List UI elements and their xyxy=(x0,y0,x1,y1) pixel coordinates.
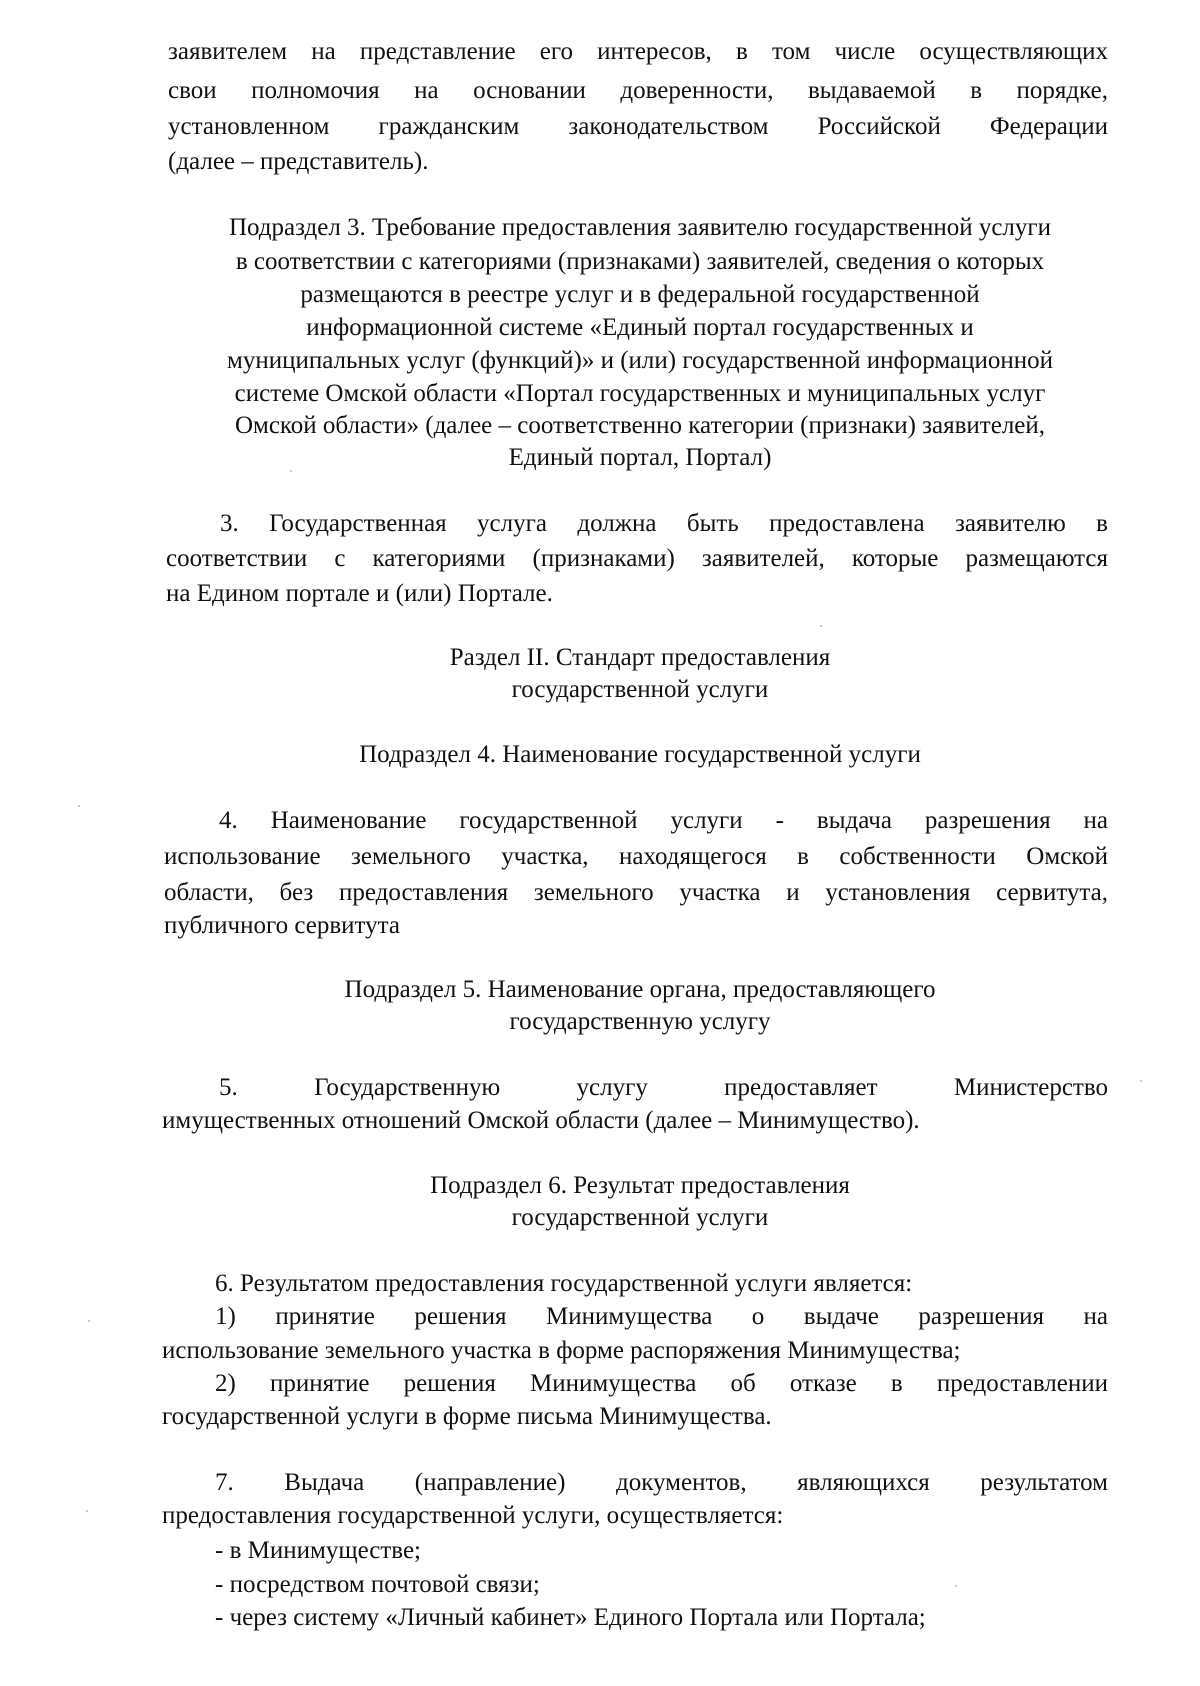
text-line: 7. Выдача (направление) документов, являющихся результатом xyxy=(215,1469,1108,1496)
heading-line: Подраздел 3. Требование предоставления заявителю государственной услуги xyxy=(228,214,1052,241)
text-line: области, без предоставления земельного участка и установления сервитута, xyxy=(164,879,1108,906)
heading-line: государственной услуги xyxy=(511,676,769,703)
text-line: соответствии с категориями (признаками) заявителей, которые размещаются xyxy=(166,545,1108,572)
heading-line: размещаются в реестре услуг и в федеральной государственной xyxy=(300,281,980,308)
text-line: имущественных отношений Омской области (далее – Минимущество). xyxy=(162,1107,920,1134)
list-item: - посредством почтовой связи; xyxy=(215,1571,540,1598)
heading-line: в соответствии с категориями (признаками) заявителей, сведения о которых xyxy=(235,248,1045,275)
text-line: установленном гражданским законодательством Российской Федерации xyxy=(168,113,1108,140)
scan-speck xyxy=(290,470,292,472)
heading-line: информационной системе «Единый портал государственных и xyxy=(306,314,974,341)
scan-speck xyxy=(820,625,822,627)
text-line: 1) принятие решения Минимущества о выдаче разрешения на xyxy=(215,1303,1108,1330)
text-line: заявителем на представление его интересов, в том числе осуществляющих xyxy=(168,38,1108,65)
scan-speck xyxy=(86,1510,88,1512)
text-line: 2) принятие решения Минимущества об отказе в предоставлении xyxy=(215,1370,1108,1397)
heading-line: государственную услугу xyxy=(509,1008,771,1035)
heading-line: муниципальных услуг (функций)» и (или) государственной информационной xyxy=(227,347,1053,374)
heading-line: Подраздел 6. Результат предоставления xyxy=(430,1172,850,1199)
text-line: публичного сервитута xyxy=(164,912,400,939)
scan-speck xyxy=(88,1320,90,1322)
heading-line: Подраздел 4. Наименование государственной услуги xyxy=(359,741,921,768)
scan-speck xyxy=(1140,1080,1142,1082)
text-line: свои полномочия на основании доверенности, выдаваемой в порядке, xyxy=(168,77,1108,104)
heading-line: Подраздел 5. Наименование органа, предоставляющего xyxy=(344,976,936,1003)
heading-line: Единый портал, Портал) xyxy=(508,444,772,471)
heading-line: Омской области» (далее – соответственно категории (признаки) заявителей, xyxy=(234,412,1046,439)
heading-line: государственной услуги xyxy=(511,1204,769,1231)
text-line: использование земельного участка, находящегося в собственности Омской xyxy=(164,843,1108,870)
list-item: - в Минимуществе; xyxy=(215,1537,422,1564)
text-line: 3. Государственная услуга должна быть предоставлена заявителю в xyxy=(220,510,1108,537)
text-line: использование земельного участка в форме распоряжения Минимущества; xyxy=(162,1337,961,1364)
list-item: - через систему «Личный кабинет» Единого Портала или Портала; xyxy=(215,1604,926,1631)
heading-line: системе Омской области «Портал государственных и муниципальных услуг xyxy=(234,380,1046,407)
text-line: государственной услуги в форме письма Минимущества. xyxy=(162,1403,772,1430)
heading-line: Раздел II. Стандарт предоставления xyxy=(449,644,831,671)
text-line: (далее – представитель). xyxy=(168,148,429,175)
text-line: предоставления государственной услуги, осуществляется: xyxy=(162,1502,784,1529)
scan-speck xyxy=(78,805,80,807)
scan-speck xyxy=(955,1585,957,1587)
text-line: на Едином портале и (или) Портале. xyxy=(166,580,553,607)
text-line: 4. Наименование государственной услуги - выдача разрешения на xyxy=(219,807,1108,834)
text-line: 5. Государственную услугу предоставляет Министерство xyxy=(219,1074,1108,1101)
text-line: 6. Результатом предоставления государственной услуги является: xyxy=(215,1270,913,1297)
